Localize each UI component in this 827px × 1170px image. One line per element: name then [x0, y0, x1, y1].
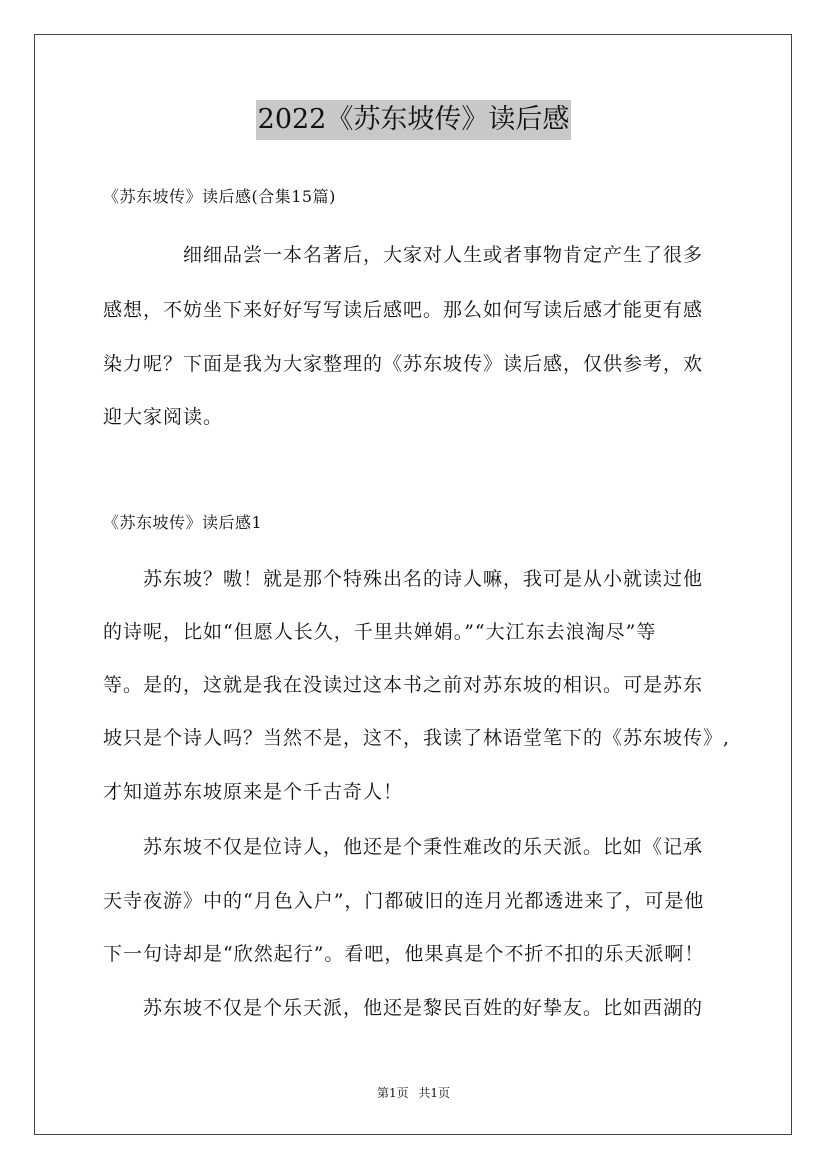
- title-container: [0, 100, 827, 140]
- body-line: 苏东坡不仅是位诗人，他还是个秉性难改的乐天派。比如《记承: [143, 836, 704, 858]
- body-line: 下一句诗却是“欣然起行”。看吧，他果真是个不折不扣的乐天派啊！: [103, 943, 705, 965]
- page-number: 第1页: [376, 1086, 409, 1100]
- page-total: 共1页: [418, 1086, 451, 1100]
- section-heading: 《苏东坡传》读后感1: [103, 513, 263, 532]
- document-subtitle: 《苏东坡传》读后感(合集15篇): [103, 187, 336, 206]
- body-line: 等。是的，这就是我在没读过这本书之前对苏东坡的相识。可是苏东: [103, 674, 704, 696]
- document-title: 2022《苏东坡传》读后感: [256, 100, 572, 140]
- body-line: 才知道苏东坡原来是个千古奇人！: [103, 781, 404, 803]
- page-footer: [0, 1084, 827, 1101]
- body-line: 天寺夜游》中的“月色入户”，门都破旧的连月光都透进来了，可是他: [103, 890, 705, 912]
- body-line: 坡只是个诗人吗？当然不是，这不，我读了林语堂笔下的《苏东坡传》,: [103, 727, 731, 749]
- body-line: 的诗呢，比如“但愿人长久，千里共婵娟。”“大江东去浪淘尽”等: [103, 621, 657, 643]
- body-line: 苏东坡不仅是个乐天派，他还是黎民百姓的好挚友。比如西湖的: [143, 997, 704, 1019]
- intro-line: 染力呢？下面是我为大家整理的《苏东坡传》读后感，仅供参考，欢: [103, 353, 704, 375]
- intro-line: 迎大家阅读。: [103, 406, 224, 428]
- intro-line: 细细品尝一本名著后，大家对人生或者事物肯定产生了很多: [183, 244, 704, 266]
- intro-line: 感想，不妨坐下来好好写写读后感吧。那么如何写读后感才能更有感: [103, 299, 704, 321]
- body-line: 苏东坡？嗷！就是那个特殊出名的诗人嘛，我可是从小就读过他: [143, 568, 704, 590]
